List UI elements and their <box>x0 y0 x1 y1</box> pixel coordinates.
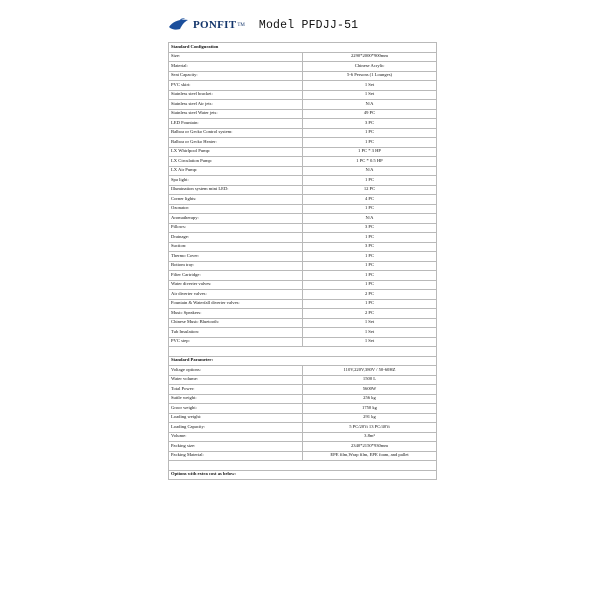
table-spacer <box>169 347 437 357</box>
spec-value: 1 PC <box>303 204 437 214</box>
spec-value: 1 PC <box>303 252 437 262</box>
spec-value: 1 PC * 0.5 HP <box>303 157 437 167</box>
spec-label: Tub Insulation: <box>169 328 303 338</box>
spec-label: Suction: <box>169 242 303 252</box>
brand-name: PONFIT <box>193 19 237 31</box>
table-row <box>169 62 437 72</box>
table-row <box>169 394 437 404</box>
table-row <box>169 185 437 195</box>
table-row <box>169 385 437 395</box>
spec-value: 110V,220V,380V / 50-60HZ <box>303 366 437 376</box>
section-title: Options with extra cost as below: <box>169 470 437 480</box>
spec-value: 1500 L <box>303 375 437 385</box>
spec-label: Seat Capacity: <box>169 71 303 81</box>
spec-label: LX Circulation Pump: <box>169 157 303 167</box>
table-spacer-cell <box>169 347 437 357</box>
section-header-row <box>169 43 437 53</box>
spec-label: Music Speakers: <box>169 309 303 319</box>
spec-value: 256 kg <box>303 394 437 404</box>
spec-label: LED Fountain: <box>169 119 303 129</box>
spec-label: Loading Capacity: <box>169 423 303 433</box>
table-row <box>169 299 437 309</box>
table-row <box>169 71 437 81</box>
spec-label: Water volume: <box>169 375 303 385</box>
spec-label: Stainless steel bracket: <box>169 90 303 100</box>
spec-label: Drainage: <box>169 233 303 243</box>
table-row <box>169 223 437 233</box>
table-row <box>169 128 437 138</box>
spec-value: 1 PC <box>303 280 437 290</box>
spec-label: Ozonator: <box>169 204 303 214</box>
spec-label: Illumination system mini LED: <box>169 185 303 195</box>
spec-value: 1 Set <box>303 81 437 91</box>
spec-label: Air diverter valves: <box>169 290 303 300</box>
table-row <box>169 138 437 148</box>
spec-value: 1 Set <box>303 318 437 328</box>
spec-value: 5600W <box>303 385 437 395</box>
spec-label: PVC step: <box>169 337 303 347</box>
spec-value: 2340*2150*930mm <box>303 442 437 452</box>
table-row <box>169 318 437 328</box>
spec-label: Size: <box>169 52 303 62</box>
table-row <box>169 157 437 167</box>
spec-value: 3 PC <box>303 242 437 252</box>
spec-value: 291 kg <box>303 413 437 423</box>
table-row <box>169 52 437 62</box>
spec-value: 1 Set <box>303 90 437 100</box>
spec-value: 1 PC <box>303 261 437 271</box>
spec-label: Loading weight: <box>169 413 303 423</box>
table-row <box>169 432 437 442</box>
spec-value: 12 PC <box>303 185 437 195</box>
spec-value: 1 PC <box>303 176 437 186</box>
spec-label: Fountain & Waterfall diverter valves: <box>169 299 303 309</box>
spec-value: 1 PC <box>303 233 437 243</box>
spec-value: 1 PC <box>303 271 437 281</box>
spec-value: 5 PC/20'fi 13 PC/40'ft <box>303 423 437 433</box>
spec-label: Groor weight: <box>169 404 303 414</box>
page-title: Model PFDJJ-51 <box>258 18 359 32</box>
table-row <box>169 176 437 186</box>
spec-value: 1 PC <box>303 128 437 138</box>
table-row <box>169 280 437 290</box>
table-row <box>169 413 437 423</box>
spec-value: 3.8m³ <box>303 432 437 442</box>
brand-tm: TM <box>237 22 245 28</box>
spec-label: Packing size: <box>169 442 303 452</box>
spec-value: N/A <box>303 100 437 110</box>
spec-value: 1 PC <box>303 138 437 148</box>
spec-label: Material: <box>169 62 303 72</box>
table-row <box>169 366 437 376</box>
spec-value: EPE film,Wrap film, EPE foam, and pallet <box>303 451 437 461</box>
spec-label: Bottom tray: <box>169 261 303 271</box>
spec-label: Filter Cartridge: <box>169 271 303 281</box>
table-row <box>169 252 437 262</box>
spec-value: 1 PC <box>303 299 437 309</box>
table-row <box>169 375 437 385</box>
spec-label: PVC skirt: <box>169 81 303 91</box>
table-row <box>169 214 437 224</box>
section-title: Standard Configuration <box>169 43 437 53</box>
spec-label: Volume: <box>169 432 303 442</box>
specification-table-body <box>169 43 437 480</box>
table-row <box>169 309 437 319</box>
table-row <box>169 451 437 461</box>
table-spacer <box>169 461 437 471</box>
table-row <box>169 109 437 119</box>
spec-label: Stainless steel Water jets: <box>169 109 303 119</box>
table-row <box>169 442 437 452</box>
spec-label: Packing Material: <box>169 451 303 461</box>
table-row <box>169 90 437 100</box>
table-row <box>169 328 437 338</box>
spec-label: Thermo Cover: <box>169 252 303 262</box>
spec-label: Balboa or Gecko Heater: <box>169 138 303 148</box>
spec-label: LX Air Pump: <box>169 166 303 176</box>
table-row <box>169 423 437 433</box>
table-row <box>169 337 437 347</box>
spec-value: N/A <box>303 214 437 224</box>
spec-label: Spa light: <box>169 176 303 186</box>
spec-value: 1 PC * 3 HP <box>303 147 437 157</box>
section-header-row <box>169 356 437 366</box>
spec-value: N/A <box>303 166 437 176</box>
table-spacer-cell <box>169 461 437 471</box>
spec-value: Chinese Acrylic <box>303 62 437 72</box>
brand-logo <box>168 18 245 32</box>
spec-label: Aromatherapy: <box>169 214 303 224</box>
document-header <box>168 8 438 42</box>
spec-value: 2290*2000*900mm <box>303 52 437 62</box>
section-title: Standard Parameter: <box>169 356 437 366</box>
spec-label: LX Whirlpool Pump: <box>169 147 303 157</box>
spec-label: Balboa or Gecko Control system: <box>169 128 303 138</box>
dolphin-logo-icon <box>168 18 190 32</box>
spec-value: 3 PC <box>303 119 437 129</box>
table-row <box>169 271 437 281</box>
spec-value: 49 PC <box>303 109 437 119</box>
spec-value: 4 PC <box>303 195 437 205</box>
table-row <box>169 290 437 300</box>
table-row <box>169 404 437 414</box>
spec-value: 2 PC <box>303 309 437 319</box>
table-row <box>169 204 437 214</box>
specification-table <box>168 42 437 480</box>
spec-label: Corner lights: <box>169 195 303 205</box>
table-row <box>169 195 437 205</box>
spec-label: Suttle weight: <box>169 394 303 404</box>
table-row <box>169 242 437 252</box>
section-header-row <box>169 470 437 480</box>
spec-label: Chinese Music Bluetooth: <box>169 318 303 328</box>
spec-label: Voltage options: <box>169 366 303 376</box>
spec-value: 1 Set <box>303 328 437 338</box>
table-row <box>169 100 437 110</box>
table-row <box>169 119 437 129</box>
table-row <box>169 261 437 271</box>
spec-value: 5-6 Persons (1 Lounges) <box>303 71 437 81</box>
spec-label: Stainless steel Air jets: <box>169 100 303 110</box>
table-row <box>169 233 437 243</box>
spec-label: Pillows: <box>169 223 303 233</box>
table-row <box>169 147 437 157</box>
spec-value: 3 PC <box>303 223 437 233</box>
table-row <box>169 81 437 91</box>
spec-value: 1 Set <box>303 337 437 347</box>
spec-value: 1750 kg <box>303 404 437 414</box>
spec-label: Water diverter valves: <box>169 280 303 290</box>
spec-label: Total Power: <box>169 385 303 395</box>
spec-value: 2 PC <box>303 290 437 300</box>
table-row <box>169 166 437 176</box>
